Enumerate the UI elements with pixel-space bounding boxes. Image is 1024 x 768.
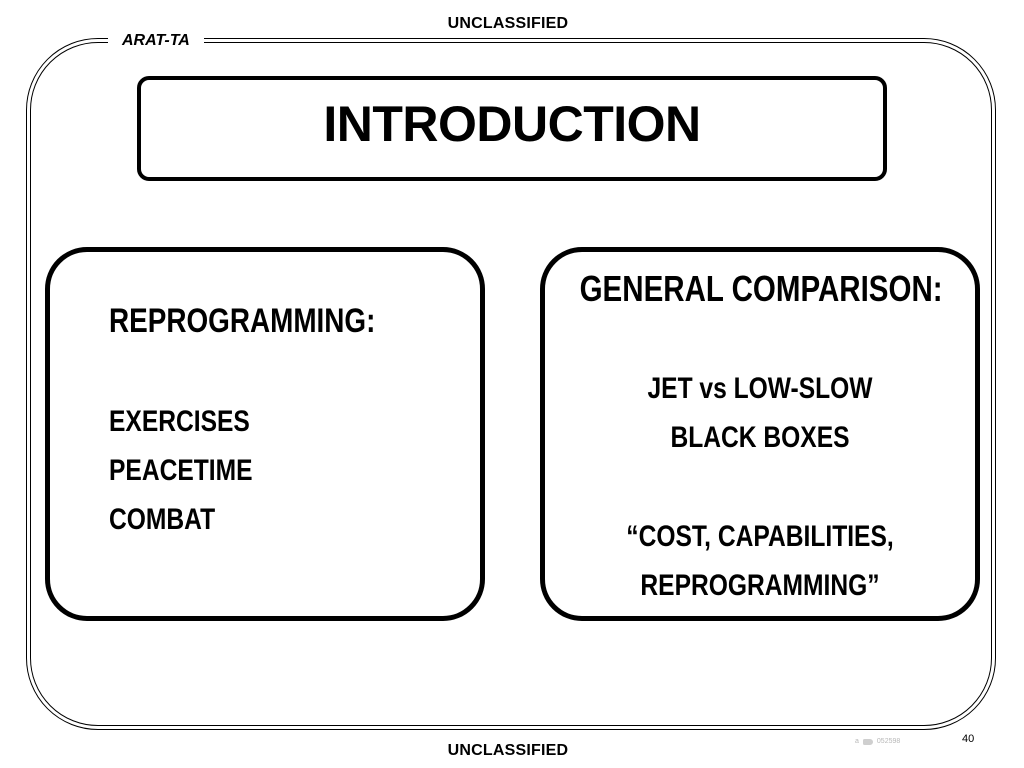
comparison-quote-line-2: REPROGRAMMING” [640, 569, 880, 602]
comparison-heading: GENERAL COMPARISON: [579, 268, 943, 309]
reference-prefix: a [855, 738, 859, 745]
list-item-peacetime: PEACETIME [109, 454, 253, 487]
org-tag: ARAT-TA [108, 31, 204, 51]
comparison-item-jet: JET vs LOW-SLOW [647, 372, 873, 405]
classification-bottom: UNCLASSIFIED [447, 742, 569, 759]
title-box [137, 76, 887, 181]
slide-title: INTRODUCTION [323, 95, 701, 152]
list-item-combat: COMBAT [109, 503, 216, 536]
classification-top: UNCLASSIFIED [447, 15, 569, 32]
reprogramming-heading: REPROGRAMMING: [109, 302, 376, 340]
comparison-quote-line-1: “COST, CAPABILITIES, [626, 520, 894, 553]
list-item-exercises: EXERCISES [109, 405, 250, 438]
page-number: 40 [962, 733, 975, 745]
reference-number: 052598 [876, 738, 901, 745]
comparison-item-black-boxes: BLACK BOXES [670, 421, 850, 454]
